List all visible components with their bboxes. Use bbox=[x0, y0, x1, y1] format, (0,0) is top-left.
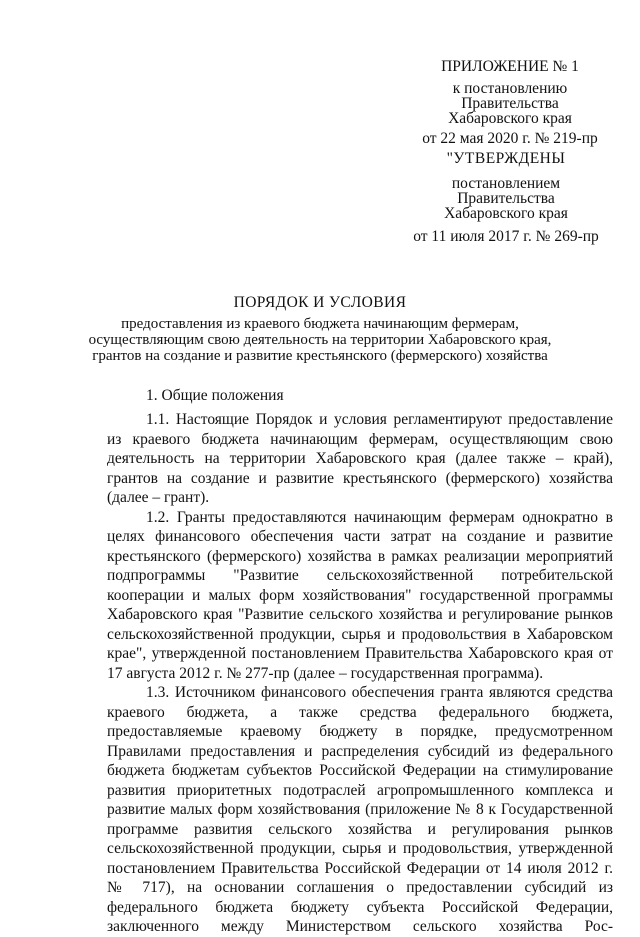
appendix-line: Хабаровского края bbox=[448, 110, 572, 127]
paragraph-1-2: 1.2. Гранты предоставляются начинающим фермерам однократно в целях финансового обеспечения части затрат на создание и развитие крестьянского (фермерского) хозяйства в рамках реализации мероприятий подпрограммы "Развитие сельскохозяйственной потребительской кооперации и малых форм хозяйствования" государственной программы Хабаровского края "Развитие сельского хозяйства и регулирование рынков сельскохозяйственной продукции, сырья и продовольствия в Хабаровском крае", утвержденной постановлением Правительства Хабаровского края от 17 августа 2012 г. № 277-пр (далее – государственная программа). bbox=[107, 508, 613, 682]
subtitle-line: грантов на создание и развитие крестьянского (фермерского) хозяйства bbox=[92, 348, 548, 364]
subtitle-line: осуществляющим свою деятельность на территории Хабаровского края, bbox=[88, 332, 552, 348]
approval-line: Правительства bbox=[457, 190, 555, 207]
appendix-line: к постановлению bbox=[452, 80, 568, 97]
subtitle-line: предоставления из краевого бюджета начинающим фермерам, bbox=[121, 316, 519, 332]
approval-date: от 11 июля 2017 г. № 269-пр bbox=[413, 228, 599, 245]
appendix-header bbox=[388, 58, 632, 146]
approval-title: "УТВЕРЖДЕНЫ bbox=[446, 150, 566, 167]
section-heading: 1. Общие положения bbox=[146, 387, 284, 404]
paragraph-1-3: 1.3. Источником финансового обеспечения гранта являются средства краевого бюджета, а также средства федерального бюджета, предоставляемые краевому бюджету в порядке, предусмотренном Правилами предоставления и распределения субсидий из федерального бюджета бюджетам субъектов Российской Федерации на стимулирование развития приоритетных подотраслей агропромышленного комплекса и развитие малых форм хозяйствования (приложение № 8 к Государственной программе развития сельского хозяйства и регулирования рынков сельскохозяйственной продукции, сырья и продовольствия, утвержденной постановлением Правительства Российской Федерации от 14 июля 2012 г. № 717), на основании соглашения о предоставлении субсидий из федерального бюджета бюджету субъекта Российской Федерации, заключенного между Министерством сельского хозяйства Рос- bbox=[107, 684, 613, 935]
approval-header bbox=[376, 150, 636, 244]
approval-line: постановлением bbox=[451, 175, 561, 192]
appendix-line: Правительства bbox=[461, 95, 559, 112]
body-text bbox=[107, 410, 613, 937]
document-title: ПОРЯДОК И УСЛОВИЯ bbox=[233, 294, 407, 311]
document-subtitle bbox=[84, 316, 556, 364]
paragraph-1-1: 1.1. Настоящие Порядок и условия регламентируют предоставление из краевого бюджета начинающим фермерам, осуществляющим свою деятельность на территории Хабаровского края (далее также – край), грантов на создание и развитие крестьянского (фермерского) хозяйства (далее – грант). bbox=[107, 411, 613, 506]
appendix-title: ПРИЛОЖЕНИЕ № 1 bbox=[441, 58, 579, 75]
appendix-date: от 22 мая 2020 г. № 219-пр bbox=[422, 130, 598, 147]
approval-line: Хабаровского края bbox=[444, 205, 568, 222]
